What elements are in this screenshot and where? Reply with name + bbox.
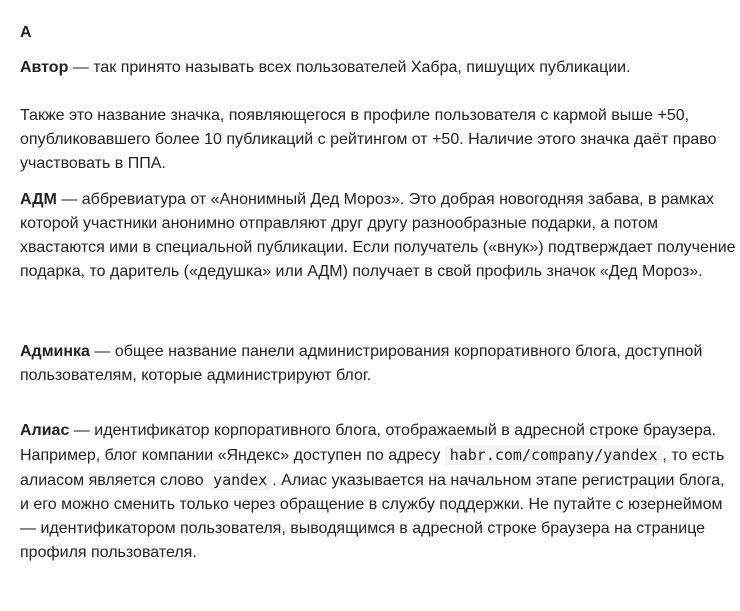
glossary-entry-avtor bbox=[20, 56, 736, 80]
glossary-entry-adminka bbox=[20, 340, 736, 388]
glossary-definition-part: , то есть алиасом является слово bbox=[20, 447, 725, 489]
glossary-term: Админка bbox=[20, 343, 90, 360]
glossary-definition: — общее название панели администрирования корпоративного блога, доступной пользователям, которые администрируют блог. bbox=[20, 343, 703, 384]
glossary-entry-alias bbox=[20, 419, 736, 565]
glossary-entry-avtor-badge bbox=[20, 104, 736, 176]
glossary-definition-part: . Алиас указывается на начальном этапе регистрации блога, и его можно сменить только через обращение в службу поддержки. Не путайте с юзернеймом — идентификатором пользователя, выводящимся в адресной строке браузера на странице профиля пользователя. bbox=[20, 472, 725, 561]
glossary-entry-adm bbox=[20, 188, 736, 284]
glossary-definition-part: — идентификатор корпоративного блога, отображаемый в адресной строке браузера. Например, блог компании «Яндекс» доступен по адресу bbox=[20, 422, 717, 464]
inline-code-alias: yandex bbox=[208, 470, 272, 490]
glossary-definition: — так принято называть всех пользователей Хабра, пишущих публикации. bbox=[68, 59, 631, 76]
inline-code-url: habr.com/company/yandex bbox=[445, 445, 663, 465]
glossary-term: Алиас bbox=[20, 422, 70, 439]
glossary-term: АДМ bbox=[20, 191, 57, 208]
section-letter-heading: А bbox=[20, 24, 32, 41]
glossary-term: Автор bbox=[20, 59, 69, 76]
glossary-definition: — аббревиатура от «Анонимный Дед Мороз». Это добрая новогодняя забава, в рамках которой участники анонимно отправляют друг другу разнообразные подарки, а потом хвастаются ими в специальной публикации. Если получатель («внук») подтверждает получение подарка, то даритель («дедушка» или АДМ) получает в свой профиль значок «Дед Мороз». bbox=[20, 191, 736, 280]
glossary-definition: Также это название значка, появляющегося в профиле пользователя с кармой выше +50, опубликовавшего более 10 публикаций с рейтингом от +50. Наличие этого значка даёт право участвовать в ППА. bbox=[20, 107, 717, 172]
